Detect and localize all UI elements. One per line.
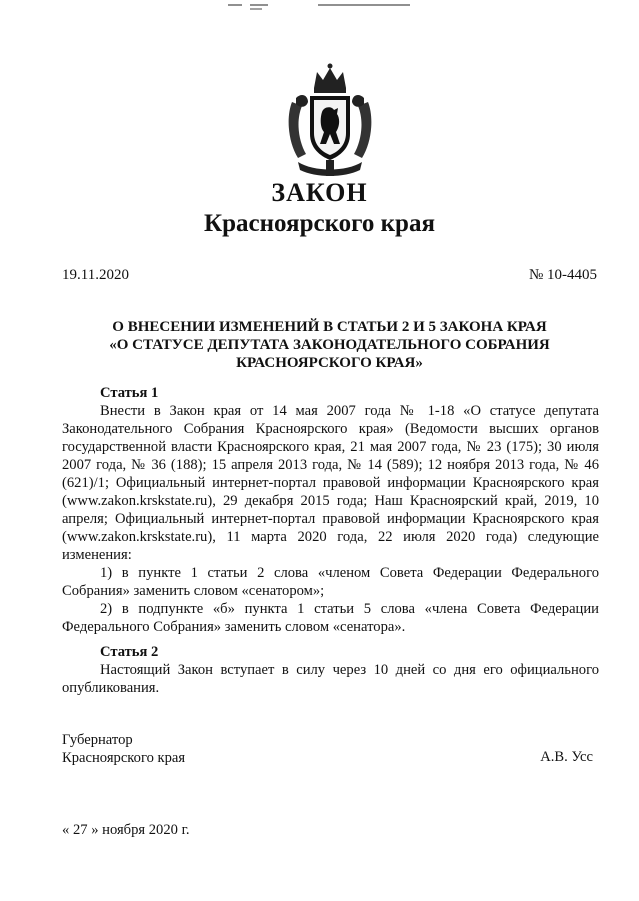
document-subtitle: Красноярского края (204, 210, 435, 237)
law-heading-line: «О СТАТУСЕ ДЕПУТАТА ЗАКОНОДАТЕЛЬНОГО СОБРАНИЯ (109, 337, 550, 353)
article-1-item-2: 2) в подпункте «б» пункта 1 статьи 5 слова «члена Совета Федерации Федерального Собрания» заменить словом «сенатора». (62, 601, 599, 635)
article-2-title: Статья 2 (100, 644, 159, 660)
signatory-name: А.В. Усс (540, 749, 593, 765)
signatory-position-line-1: Губернатор (62, 732, 133, 748)
article-1-title: Статья 1 (100, 385, 159, 401)
law-heading-line: КРАСНОЯРСКОГО КРАЯ» (236, 355, 423, 371)
article-1 (62, 384, 599, 636)
document-date: 19.11.2020 (62, 267, 129, 283)
law-heading-line: О ВНЕСЕНИИ ИЗМЕНЕНИЙ В СТАТЬИ 2 И 5 ЗАКОНА КРАЯ (112, 319, 547, 335)
document-title: ЗАКОН (271, 178, 368, 207)
signatory-position (62, 731, 185, 767)
article-2-text: Настоящий Закон вступает в силу через 10 дней со дня его официального опубликования. (62, 662, 599, 696)
article-2 (62, 643, 599, 697)
scan-artifact-lines (0, 0, 639, 20)
law-heading (62, 318, 597, 372)
article-1-intro: Внести в Закон края от 14 мая 2007 года № 1-18 «О статусе депутата Законодательного Собрания Красноярского края» (Ведомости высших органов государственной власти Красноярского края, 21 мая 2007 года, № 23 (175); 30 июля 2007 года, № 36 (188); 15 апреля 2013 года, № 14 (589); 12 ноября 2013 года, № 46 (621)/1; Официальный интернет-портал правовой информации Красноярского края (www.zakon.krskstate.ru), 29 декабря 2015 года; Наш Красноярский край, 2019, 10 апреля; Официальный интернет-портал правовой информации Красноярского края (www.zakon.krskstate.ru), 11 марта 2020 года, 22 июля 2020 года) следующие изменения: (62, 403, 599, 563)
article-1-item-1: 1) в пункте 1 статьи 2 слова «членом Совета Федерации Федерального Собрания» заменить словом «сенатором»; (62, 565, 599, 599)
coat-of-arms-emblem (284, 62, 376, 180)
document-number: № 10-4405 (528, 267, 597, 283)
signatory-position-line-2: Красноярского края (62, 750, 186, 766)
signing-date: « 27 » ноября 2020 г. (62, 822, 190, 838)
